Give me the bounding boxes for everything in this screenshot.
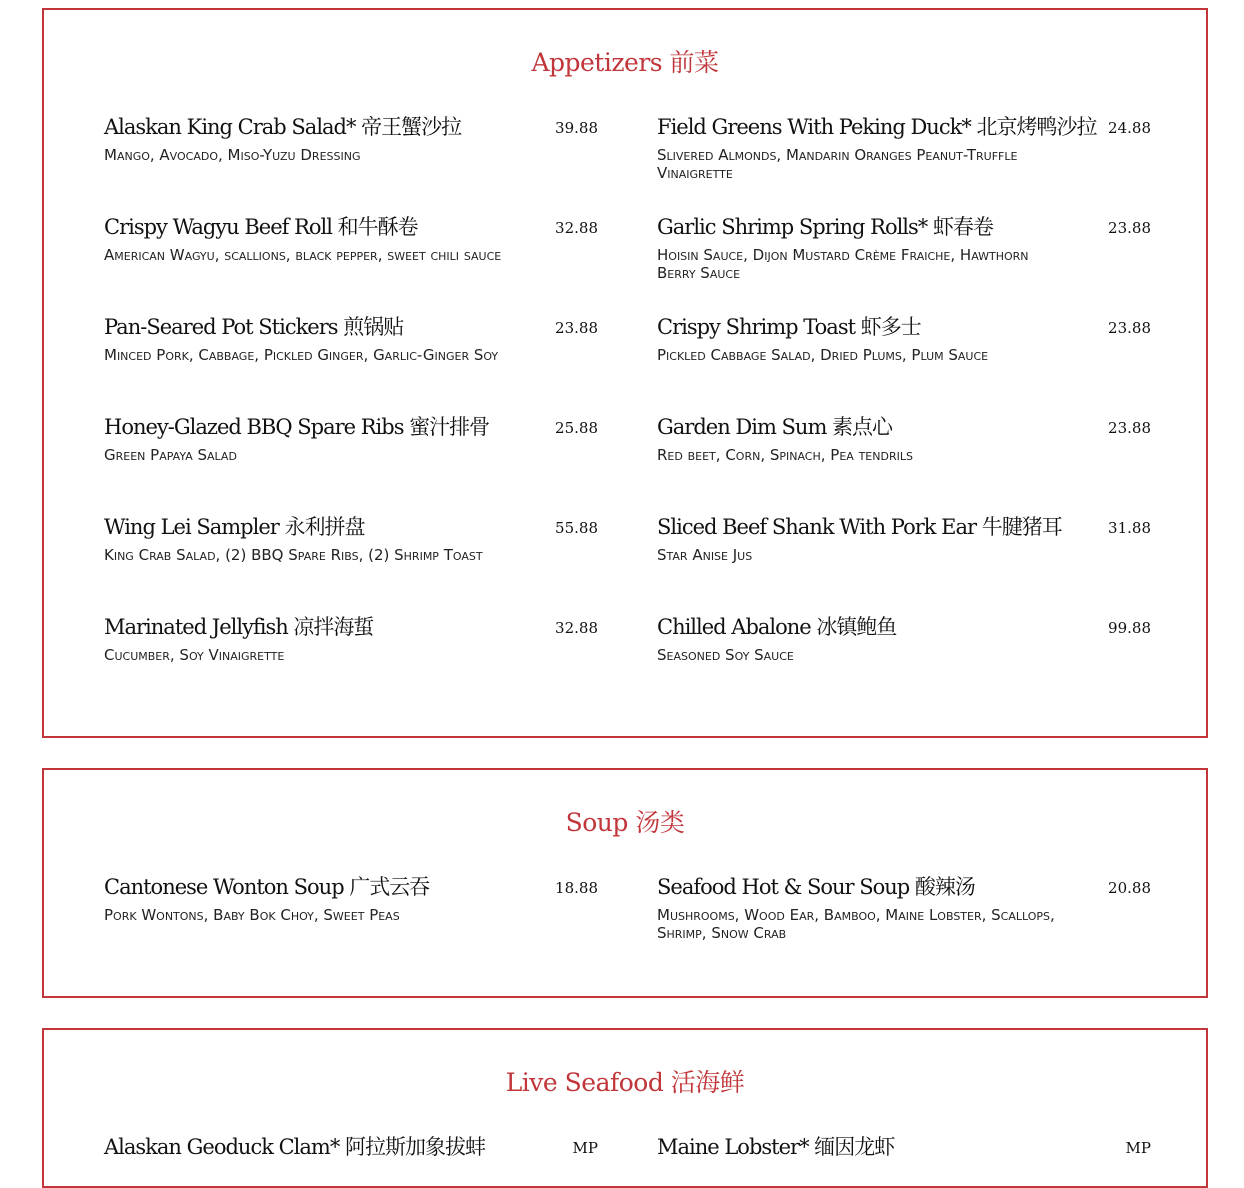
item-name: Crispy Wagyu Beef Roll 和牛酥卷 xyxy=(104,215,418,239)
item-name: Sliced Beef Shank With Pork Ear 牛腱猪耳 xyxy=(657,515,1062,539)
menu-item xyxy=(104,1134,598,1188)
section-title: Appetizers 前菜 xyxy=(531,48,719,77)
item-description: American Wagyu, scallions, black pepper, sweet chili sauce xyxy=(104,246,502,264)
item-description: Pork Wontons, Baby Bok Choy, Sweet Peas xyxy=(104,906,400,924)
item-name: Chilled Abalone 冰镇鲍鱼 xyxy=(657,615,897,639)
item-price: 23.88 xyxy=(1108,319,1151,337)
item-name: Alaskan King Crab Salad* 帝王蟹沙拉 xyxy=(104,115,462,139)
item-description: Seasoned Soy Sauce xyxy=(657,646,794,664)
item-price: 23.88 xyxy=(555,319,598,337)
item-name: Crispy Shrimp Toast 虾多士 xyxy=(657,315,921,339)
item-price: 39.88 xyxy=(555,119,598,137)
menu-item xyxy=(104,614,598,704)
item-price: 25.88 xyxy=(555,419,598,437)
menu-item xyxy=(657,414,1151,504)
item-description: Mango, Avocado, Miso-Yuzu Dressing xyxy=(104,146,361,164)
item-description: Slivered Almonds, Mandarin Oranges Peanut-Truffle Vinaigrette xyxy=(657,146,1018,182)
menu-item xyxy=(104,114,598,204)
menu-item xyxy=(657,614,1151,704)
item-description: Cucumber, Soy Vinaigrette xyxy=(104,646,285,664)
section-title: Live Seafood 活海鲜 xyxy=(505,1068,745,1097)
item-price: 55.88 xyxy=(555,519,598,537)
item-price: 31.88 xyxy=(1108,519,1151,537)
item-name: Seafood Hot & Sour Soup 酸辣汤 xyxy=(657,875,975,899)
section-title: Soup 汤类 xyxy=(565,808,685,837)
item-description: Star Anise Jus xyxy=(657,546,753,564)
menu-item xyxy=(657,214,1151,304)
item-description: Minced Pork, Cabbage, Pickled Ginger, Garlic-Ginger Soy xyxy=(104,346,499,364)
live-seafood-section xyxy=(42,1028,1208,1188)
item-price: 32.88 xyxy=(555,219,598,237)
item-description: King Crab Salad, (2) BBQ Spare Ribs, (2) Shrimp Toast xyxy=(104,546,483,564)
menu-item xyxy=(657,314,1151,404)
soup-section xyxy=(42,768,1208,998)
menu-item xyxy=(104,314,598,404)
menu-item xyxy=(104,414,598,504)
item-name: Honey-Glazed BBQ Spare Ribs 蜜汁排骨 xyxy=(104,415,490,439)
item-price: 99.88 xyxy=(1108,619,1151,637)
menu-item xyxy=(657,514,1151,604)
item-description: Red beet, Corn, Spinach, Pea tendrils xyxy=(657,446,913,464)
item-price: 24.88 xyxy=(1108,119,1151,137)
item-price: MP xyxy=(1125,1139,1151,1157)
menu-item xyxy=(657,114,1151,204)
item-price: 32.88 xyxy=(555,619,598,637)
menu-item xyxy=(657,1134,1151,1188)
item-price: MP xyxy=(572,1139,598,1157)
menu-item xyxy=(657,874,1151,964)
item-name: Maine Lobster* 缅因龙虾 xyxy=(657,1135,895,1159)
item-name: Pan-Seared Pot Stickers 煎锅贴 xyxy=(104,315,404,339)
item-price: 23.88 xyxy=(1108,219,1151,237)
menu-item xyxy=(104,214,598,304)
item-name: Alaskan Geoduck Clam* 阿拉斯加象拔蚌 xyxy=(104,1135,485,1159)
item-name: Garden Dim Sum 素点心 xyxy=(657,415,893,439)
item-price: 23.88 xyxy=(1108,419,1151,437)
item-name: Field Greens With Peking Duck* 北京烤鸭沙拉 xyxy=(657,115,1097,139)
item-name: Wing Lei Sampler 永利拼盘 xyxy=(104,515,365,539)
item-name: Marinated Jellyfish 凉拌海蜇 xyxy=(104,615,374,639)
item-price: 20.88 xyxy=(1108,879,1151,897)
menu-item xyxy=(104,514,598,604)
item-name: Cantonese Wonton Soup 广式云吞 xyxy=(104,875,430,899)
item-description: Pickled Cabbage Salad, Dried Plums, Plum Sauce xyxy=(657,346,989,364)
item-description: Mushrooms, Wood Ear, Bamboo, Maine Lobster, Scallops, Shrimp, Snow Crab xyxy=(657,906,1055,942)
item-description: Green Papaya Salad xyxy=(104,446,237,464)
item-description: Hoisin Sauce, Dijon Mustard Crème Fraiche, Hawthorn Berry Sauce xyxy=(657,246,1029,282)
item-price: 18.88 xyxy=(555,879,598,897)
menu-item xyxy=(104,874,598,964)
appetizers-section xyxy=(42,8,1208,738)
item-name: Garlic Shrimp Spring Rolls* 虾春卷 xyxy=(657,215,993,239)
